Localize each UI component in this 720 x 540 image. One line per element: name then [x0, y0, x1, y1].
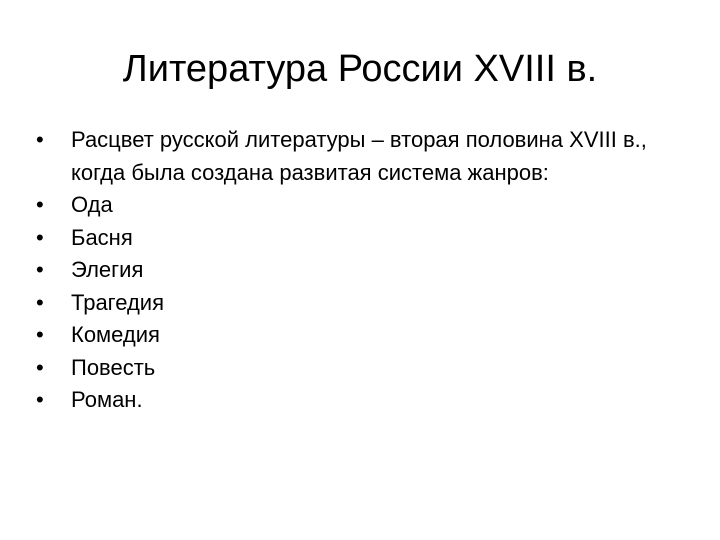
slide-title: Литература России XVIII в.	[122, 48, 598, 90]
bullet-dot-icon: •	[36, 387, 44, 412]
bullet-text: Комедия	[71, 322, 160, 347]
bullet-item-roman	[36, 384, 684, 417]
bullet-item-elegiya	[36, 254, 684, 287]
bullet-list	[36, 124, 684, 417]
bullet-item-komediya	[36, 319, 684, 352]
bullet-item-basnya	[36, 222, 684, 255]
bullet-item-tragediya	[36, 287, 684, 320]
bullet-dot-icon: •	[36, 322, 44, 347]
bullet-text: Расцвет русской литературы – вторая половина XVIII в., когда была создана развитая система жанров:	[71, 127, 647, 185]
bullet-dot-icon: •	[36, 192, 44, 217]
bullet-dot-icon: •	[36, 289, 44, 315]
bullet-text: Повесть	[71, 354, 156, 380]
bullet-text: Ода	[71, 192, 113, 217]
bullet-item-intro	[36, 124, 684, 189]
bullet-item-povest	[36, 352, 684, 385]
bullet-text: Роман.	[71, 387, 143, 412]
bullet-item-oda	[36, 189, 684, 222]
bullet-dot-icon: •	[36, 224, 44, 250]
bullet-dot-icon: •	[36, 257, 44, 282]
bullet-text: Басня	[71, 224, 133, 250]
bullet-dot-icon: •	[36, 354, 44, 380]
bullet-text: Трагедия	[71, 289, 165, 315]
bullet-dot-icon: •	[36, 127, 44, 152]
bullet-text: Элегия	[71, 257, 144, 282]
